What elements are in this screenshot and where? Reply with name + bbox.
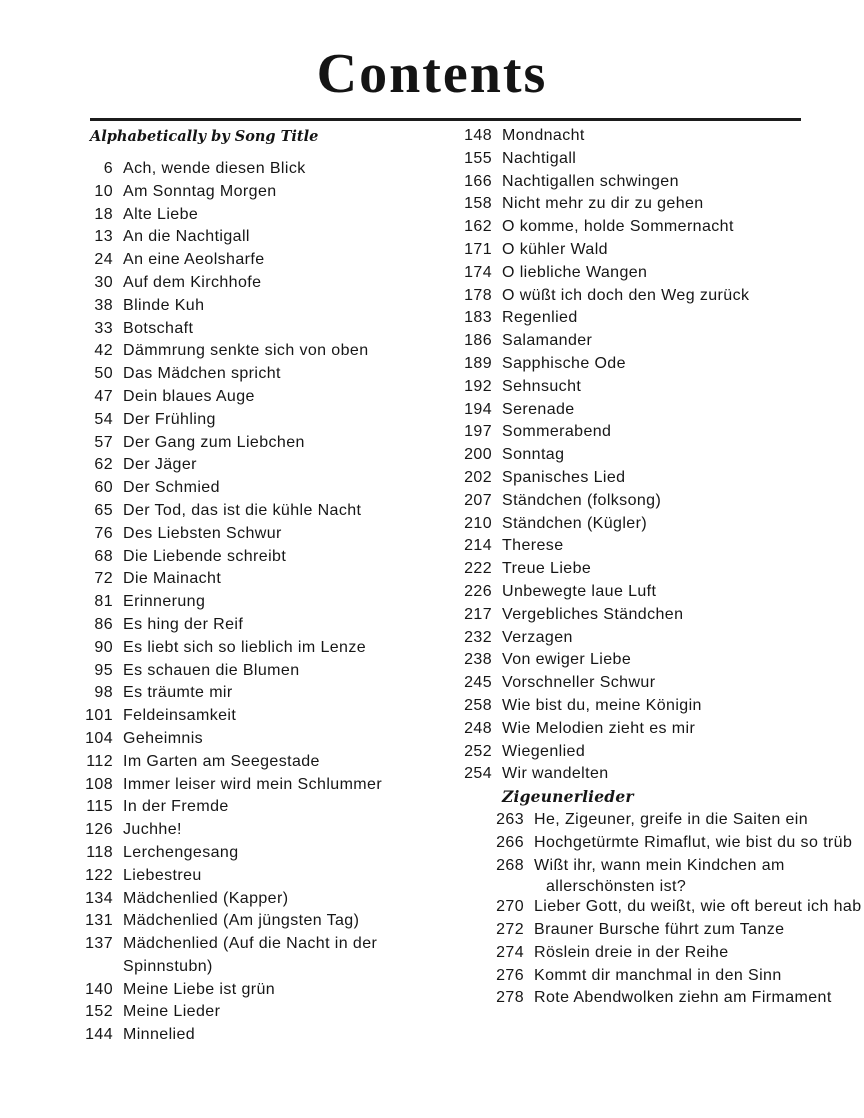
song-title: Die Liebende schreibt <box>123 547 287 565</box>
page-number: 81 <box>94 593 113 611</box>
page-number: 210 <box>464 514 492 532</box>
page-number: 126 <box>85 821 113 839</box>
toc-entry <box>63 842 458 865</box>
song-title: Es liebt sich so lieblich im Lenze <box>123 638 367 656</box>
song-title: Sommerabend <box>502 423 612 441</box>
song-title: Serenade <box>502 400 575 418</box>
page-number: 33 <box>94 319 113 337</box>
page-number: 13 <box>94 228 113 246</box>
page-number: 174 <box>464 263 492 281</box>
toc-entry <box>442 695 862 718</box>
page-number: 122 <box>85 866 113 884</box>
song-title: Mädchenlied (Kapper) <box>123 889 289 907</box>
toc-entry <box>63 591 458 614</box>
page-number: 232 <box>464 628 492 646</box>
song-title: Verzagen <box>502 628 573 646</box>
song-title: Nicht mehr zu dir zu gehen <box>502 195 704 213</box>
toc-entry <box>63 1024 458 1047</box>
page-number: 274 <box>496 943 524 961</box>
page-title: Contents <box>316 43 548 105</box>
page-number: 65 <box>94 501 113 519</box>
song-title: In der Fremde <box>123 798 229 816</box>
page-number: 268 <box>496 856 524 874</box>
song-title-wrapped-line: allerschönsten ist? <box>546 878 687 896</box>
page-number: 183 <box>464 309 492 327</box>
song-title: Mondnacht <box>502 127 585 144</box>
page-number: 155 <box>464 149 492 167</box>
song-title: Wie bist du, meine Königin <box>502 696 702 714</box>
page-number: 115 <box>86 798 113 816</box>
alphabetical-section-label: Alphabetically by Song Title <box>90 128 319 145</box>
song-title: Unbewegte laue Luft <box>502 582 657 600</box>
toc-entry <box>442 604 862 627</box>
page-number: 50 <box>94 365 113 383</box>
toc-right-entries <box>442 125 862 786</box>
song-title: Liebestreu <box>123 866 202 884</box>
toc-entry <box>442 125 862 148</box>
toc-entry <box>442 421 862 444</box>
toc-entry <box>63 477 458 500</box>
page-number: 76 <box>94 524 113 542</box>
song-title: Röslein dreie in der Reihe <box>534 943 729 961</box>
song-title: Brauner Bursche führt zum Tanze <box>534 921 785 939</box>
song-title: Sapphische Ode <box>502 354 626 372</box>
song-title: Regenlied <box>502 309 578 327</box>
toc-entry <box>63 568 458 591</box>
page-number: 166 <box>464 172 492 190</box>
toc-entry <box>63 454 458 477</box>
toc-entry <box>442 262 862 285</box>
toc-entry <box>474 832 862 855</box>
toc-entry <box>63 682 458 705</box>
toc-entry <box>63 933 458 979</box>
page-number: 144 <box>85 1026 113 1044</box>
song-title: Der Jäger <box>123 456 197 474</box>
toc-entry <box>442 558 862 581</box>
page-number: 189 <box>464 354 492 372</box>
toc-entry <box>442 193 862 216</box>
toc-entry <box>63 295 458 318</box>
song-title: Sehnsucht <box>502 377 582 395</box>
toc-entry <box>442 148 862 171</box>
page-number: 266 <box>496 833 524 851</box>
page-number: 245 <box>464 674 492 692</box>
song-title: Rote Abendwolken ziehn am Firmament <box>534 989 832 1007</box>
song-title: Therese <box>502 537 564 555</box>
toc-entry <box>63 660 458 683</box>
page-number: 254 <box>464 765 492 783</box>
page-number: 158 <box>464 195 492 213</box>
song-title: Wiegenlied <box>502 742 586 760</box>
toc-entry <box>63 181 458 204</box>
song-title: Dämmrung senkte sich von oben <box>123 342 369 360</box>
toc-entry <box>63 340 458 363</box>
song-title: Sonntag <box>502 446 565 464</box>
toc-entry <box>442 513 862 536</box>
toc-entry <box>63 1001 458 1024</box>
toc-entry <box>442 467 862 490</box>
toc-entry <box>474 942 862 965</box>
page-number: 38 <box>94 296 113 314</box>
song-title: Der Frühling <box>123 410 216 428</box>
page-number: 10 <box>94 182 113 200</box>
song-title: Spanisches Lied <box>502 468 626 486</box>
song-title: Der Gang zum Liebchen <box>123 433 305 451</box>
toc-entry <box>442 285 862 308</box>
song-title: Nachtigallen schwingen <box>502 172 679 190</box>
toc-entry <box>442 535 862 558</box>
toc-entry <box>474 919 862 942</box>
song-title: Ständchen (Kügler) <box>502 514 648 532</box>
toc-entry <box>442 672 862 695</box>
page-number: 137 <box>85 935 113 953</box>
toc-left-column <box>63 158 458 1047</box>
toc-entry <box>442 718 862 741</box>
toc-entry <box>474 855 862 897</box>
toc-entry <box>63 774 458 797</box>
toc-entry <box>474 809 862 832</box>
page-number: 90 <box>94 638 113 656</box>
song-title: O wüßt ich doch den Weg zurück <box>502 286 750 304</box>
toc-entry <box>63 546 458 569</box>
toc-entry <box>442 376 862 399</box>
toc-entry <box>63 386 458 409</box>
toc-entry <box>474 896 862 919</box>
song-title: He, Zigeuner, greife in die Saiten ein <box>534 810 809 828</box>
page-number: 95 <box>94 661 113 679</box>
header-rule <box>90 118 801 121</box>
song-title: Die Mainacht <box>123 570 222 588</box>
toc-entry <box>442 330 862 353</box>
toc-entry <box>63 158 458 181</box>
page-number: 24 <box>94 251 113 269</box>
toc-entry <box>63 796 458 819</box>
toc-entry <box>63 865 458 888</box>
song-title: Alte Liebe <box>123 205 199 223</box>
toc-entry <box>474 965 862 988</box>
song-title: Wie Melodien zieht es mir <box>502 719 696 737</box>
page-number: 207 <box>464 491 492 509</box>
page-number: 72 <box>94 570 113 588</box>
toc-entry <box>442 649 862 672</box>
page-number: 112 <box>86 752 113 770</box>
song-title: Erinnerung <box>123 593 206 611</box>
page-number: 131 <box>85 912 113 930</box>
page-number: 108 <box>85 775 113 793</box>
page-number: 217 <box>464 605 492 623</box>
page-number: 276 <box>496 966 524 984</box>
page-number: 47 <box>94 387 113 405</box>
toc-entry <box>63 226 458 249</box>
toc-entry <box>63 318 458 341</box>
song-title: Meine Lieder <box>123 1003 221 1021</box>
toc-entry <box>63 751 458 774</box>
page-number: 104 <box>85 729 113 747</box>
page-number: 258 <box>464 696 492 714</box>
song-title: O kühler Wald <box>502 240 608 258</box>
page-number: 118 <box>86 843 113 861</box>
toc-entry <box>442 627 862 650</box>
toc-entry <box>442 216 862 239</box>
page-number: 162 <box>464 218 492 236</box>
song-title: Blinde Kuh <box>123 296 205 314</box>
page-number: 263 <box>496 810 524 828</box>
page-number: 140 <box>85 980 113 998</box>
song-title: Treue Liebe <box>502 560 592 578</box>
song-title: Am Sonntag Morgen <box>123 182 277 200</box>
page-number: 6 <box>103 160 113 177</box>
toc-subsection-entries <box>442 809 862 1010</box>
song-title: An die Nachtigall <box>123 228 250 246</box>
song-title: Feldeinsamkeit <box>123 707 237 725</box>
toc-left-entries <box>63 158 458 1047</box>
toc-entry <box>442 307 862 330</box>
toc-right-column <box>442 125 862 1010</box>
toc-entry <box>442 581 862 604</box>
song-title: Es hing der Reif <box>123 615 244 633</box>
page-number: 222 <box>464 560 492 578</box>
song-title: O liebliche Wangen <box>502 263 648 281</box>
song-title: Ach, wende diesen Blick <box>123 160 306 177</box>
toc-entry <box>442 171 862 194</box>
song-title: Lieber Gott, du weißt, wie oft bereut ich hab <box>534 898 862 916</box>
page-number: 248 <box>464 719 492 737</box>
song-title: Geheimnis <box>123 729 204 747</box>
toc-entry <box>63 819 458 842</box>
toc-entry <box>63 523 458 546</box>
toc-entry <box>63 728 458 751</box>
toc-entry <box>442 353 862 376</box>
song-title: Minnelied <box>123 1026 196 1044</box>
page-number: 226 <box>464 582 492 600</box>
song-title: O komme, holde Sommernacht <box>502 218 734 236</box>
song-title: Das Mädchen spricht <box>123 365 281 383</box>
song-title: Der Schmied <box>123 479 220 497</box>
song-title: Vorschneller Schwur <box>502 674 656 692</box>
song-title: Mädchenlied (Am jüngsten Tag) <box>123 912 360 930</box>
toc-entry <box>63 500 458 523</box>
page-number: 200 <box>464 446 492 464</box>
song-title: Juchhe! <box>123 821 182 839</box>
song-title: Es träumte mir <box>123 684 233 702</box>
song-title: Kommt dir manchmal in den Sinn <box>534 966 782 984</box>
toc-entry <box>63 432 458 455</box>
page-number: 171 <box>464 240 492 258</box>
song-title: Der Tod, das ist die kühle Nacht <box>123 501 362 519</box>
page-number: 272 <box>496 921 524 939</box>
page-number: 60 <box>94 479 113 497</box>
toc-entry <box>442 399 862 422</box>
toc-entry <box>63 409 458 432</box>
song-title: Vergebliches Ständchen <box>502 605 684 623</box>
zigeunerlieder-section-label: Zigeunerlieder <box>502 787 634 807</box>
page-number: 152 <box>85 1003 113 1021</box>
toc-entry <box>63 637 458 660</box>
page-number: 68 <box>94 547 113 565</box>
song-title: Meine Liebe ist grün <box>123 980 276 998</box>
song-title: Auf dem Kirchhofe <box>123 273 262 291</box>
song-title: Dein blaues Auge <box>123 387 255 405</box>
song-title: Lerchengesang <box>123 843 239 861</box>
page-number: 101 <box>85 707 113 725</box>
page-number: 270 <box>496 898 524 916</box>
page-number: 186 <box>464 332 492 350</box>
page-number: 238 <box>464 651 492 669</box>
toc-entry <box>63 979 458 1002</box>
toc-entry <box>63 363 458 386</box>
toc-entry <box>63 888 458 911</box>
toc-entry <box>63 272 458 295</box>
song-title: Ständchen (folksong) <box>502 491 662 509</box>
page-number: 148 <box>464 127 492 144</box>
toc-entry <box>63 249 458 272</box>
song-title: Im Garten am Seegestade <box>123 752 320 770</box>
page-number: 202 <box>464 468 492 486</box>
page-number: 278 <box>496 989 524 1007</box>
page-number: 42 <box>94 342 113 360</box>
page-number: 57 <box>94 433 113 451</box>
song-title: Es schauen die Blumen <box>123 661 300 679</box>
toc-entry <box>63 910 458 933</box>
song-title: Immer leiser wird mein Schlummer <box>123 775 383 793</box>
page-number: 54 <box>94 410 113 428</box>
song-title: Mädchenlied (Auf die Nacht in der Spinnstubn) <box>123 935 378 975</box>
page-number: 86 <box>94 615 113 633</box>
page-number: 134 <box>85 889 113 907</box>
toc-entry <box>474 987 862 1010</box>
song-title: Botschaft <box>123 319 194 337</box>
toc-entry <box>63 614 458 637</box>
toc-entry <box>442 239 862 262</box>
page-number: 214 <box>464 537 492 555</box>
toc-entry <box>442 763 862 786</box>
page-number: 252 <box>464 742 492 760</box>
toc-entry <box>442 490 862 513</box>
page-number: 178 <box>464 286 492 304</box>
toc-entry <box>442 444 862 467</box>
song-title: An eine Aeolsharfe <box>123 251 265 269</box>
song-title: Des Liebsten Schwur <box>123 524 282 542</box>
toc-entry <box>63 705 458 728</box>
song-title: Nachtigall <box>502 149 577 167</box>
page-number: 98 <box>94 684 113 702</box>
toc-entry <box>63 204 458 227</box>
page-number: 192 <box>464 377 492 395</box>
page-number: 62 <box>94 456 113 474</box>
song-title: Hochgetürmte Rimaflut, wie bist du so trüb <box>534 833 853 851</box>
song-title: Wißt ihr, wann mein Kindchen am allerschönsten ist? <box>534 856 785 896</box>
song-title: Wir wandelten <box>502 765 609 783</box>
page-number: 197 <box>464 423 492 441</box>
song-title: Salamander <box>502 332 593 350</box>
page-number: 30 <box>94 273 113 291</box>
toc-entry <box>442 741 862 764</box>
song-title: Von ewiger Liebe <box>502 651 632 669</box>
page-number: 18 <box>94 205 113 223</box>
page-number: 194 <box>464 400 492 418</box>
